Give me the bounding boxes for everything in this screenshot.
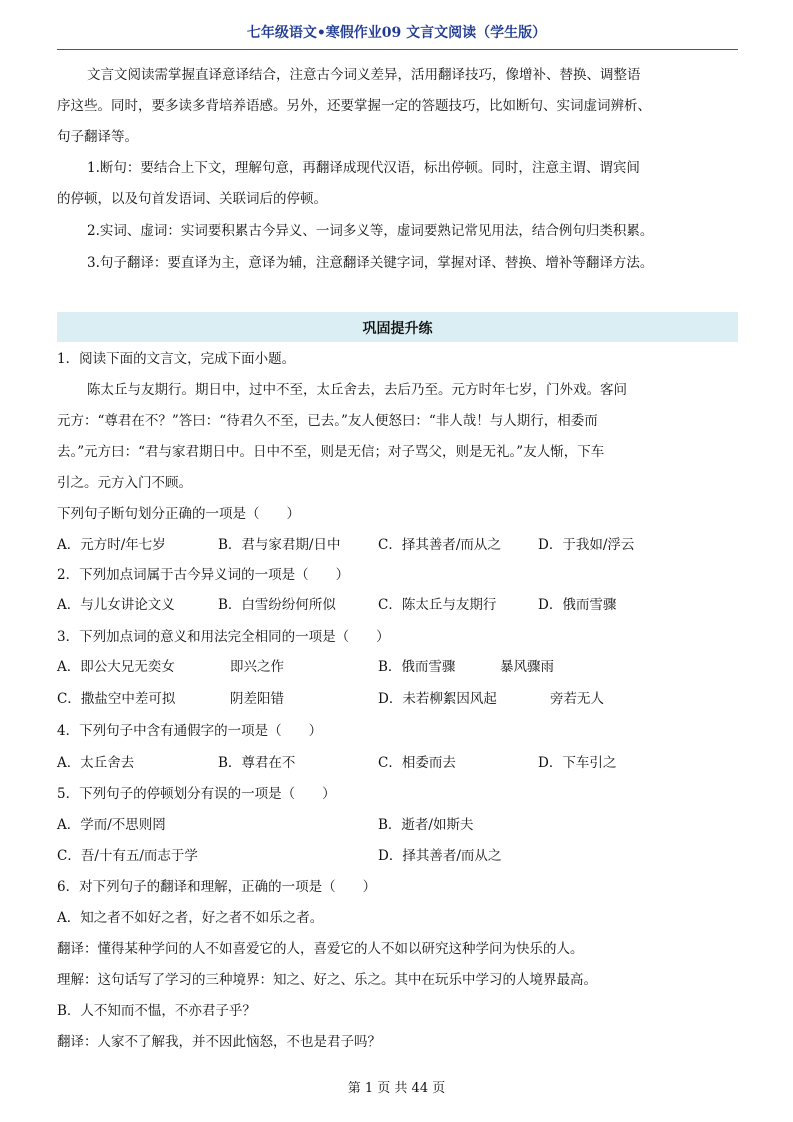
option-c: C．撒盐空中差可拟 — [57, 691, 176, 707]
option-b: B．尊君在不 — [218, 755, 296, 771]
header-divider — [57, 49, 738, 50]
intro-line: 的停顿，以及句首发语词、关联词后的停顿。 — [57, 191, 327, 207]
passage-line: 去。”元方曰：“君与家君期日中。日中不至，则是无信；对子骂父，则是无礼。”友人惭，下车 — [57, 444, 605, 460]
option-a: A．元方时/年七岁 — [57, 537, 166, 553]
translation-text: 翻译：人家不了解我，并不因此恼怒，不也是君子吗？ — [57, 1034, 381, 1050]
passage-line: 陈太丘与友期行。期日中，过中不至，太丘舍去，去后乃至。元方时年七岁，门外戏。客问 — [87, 382, 627, 398]
passage-line: 引之。元方入门不顾。 — [57, 475, 192, 491]
question-stem: 1．阅读下面的文言文，完成下面小题。 — [57, 351, 296, 367]
intro-line: 句子翻译等。 — [57, 129, 138, 145]
intro-line: 1.断句：要结合上下文，理解句意，再翻译成现代汉语，标出停顿。同时，注意主谓、谓宾间 — [87, 160, 640, 176]
option-b: B．俄而雪骤 — [378, 659, 456, 675]
question-stem: 3．下列加点词的意义和用法完全相同的一项是（ ） — [57, 629, 390, 645]
option-d: D．俄而雪骤 — [538, 597, 617, 613]
question-stem: 4．下列句子中含有通假字的一项是（ ） — [57, 723, 323, 739]
understanding-text: 理解：这句话写了学习的三种境界：知之、好之、乐之。其中在玩乐中学习的人境界最高。 — [57, 972, 597, 988]
option-a-pair: 即兴之作 — [230, 659, 284, 675]
section-title: 巩固提升练 — [362, 321, 433, 337]
intro-line: 2.实词、虚词：实词要积累古今异义、一词多义等，虚词要熟记常见用法，结合例句归类积累。 — [87, 223, 654, 239]
option-b-pair: 暴风骤雨 — [500, 659, 554, 675]
option-b: B．逝者/如斯夫 — [378, 817, 474, 833]
option-d: D．于我如/浮云 — [538, 537, 635, 553]
translation-text: 翻译：懂得某种学问的人不如喜爱它的人，喜爱它的人不如以研究这种学问为快乐的人。 — [57, 941, 584, 957]
option-a: A．与儿女讲论文义 — [57, 597, 175, 613]
intro-line: 3.句子翻译：要直译为主，意译为辅，注意翻译关键字词，掌握对译、替换、增补等翻译方法。 — [87, 255, 654, 271]
option-a: A．知之者不如好之者，好之者不如乐之者。 — [57, 910, 324, 926]
option-b: B．君与家君期/日中 — [218, 537, 341, 553]
option-d: D．下车引之 — [538, 755, 617, 771]
option-c: C．陈太丘与友期行 — [378, 597, 497, 613]
intro-line: 序这些。同时，要多读多背培养语感。另外，还要掌握一定的答题技巧，比如断句、实词虚词辨析、 — [57, 98, 651, 114]
question-stem: 下列句子断句划分正确的一项是（ ） — [57, 506, 300, 522]
option-b: B．人不知而不愠，不亦君子乎？ — [57, 1003, 256, 1019]
header-title: 七年级语文•寒假作业09 文言文阅读（学生版） — [246, 25, 547, 41]
question-stem: 5．下列句子的停顿划分有误的一项是（ ） — [57, 786, 336, 802]
option-a: A．即公大兄无奕女 — [57, 659, 175, 675]
section-band — [57, 312, 738, 342]
option-d: D．未若柳絮因风起 — [378, 691, 497, 707]
option-c-pair: 阴差阳错 — [230, 691, 284, 707]
option-c: C．相委而去 — [378, 755, 456, 771]
option-d: D．择其善者/而从之 — [378, 848, 502, 864]
intro-line: 文言文阅读需掌握直译意译结合，注意古今词义差异，活用翻译技巧，像增补、替换、调整语 — [87, 67, 641, 83]
option-a: A．太丘舍去 — [57, 755, 135, 771]
option-b: B．白雪纷纷何所似 — [218, 597, 336, 613]
passage-line: 元方：“尊君在不？”答曰：“待君久不至，已去。”友人便怒曰：“非人哉！与人期行，相委而 — [57, 413, 598, 429]
option-d-pair: 旁若无人 — [550, 691, 604, 707]
option-a: A．学而/不思则罔 — [57, 817, 166, 833]
page-footer: 第 1 页 共 44 页 — [347, 1081, 446, 1096]
option-c: C．吾/十有五/而志于学 — [57, 848, 198, 864]
question-stem: 2．下列加点词属于古今异义词的一项是（ ） — [57, 567, 350, 583]
option-c: C．择其善者/而从之 — [378, 537, 501, 553]
question-stem: 6．对下列句子的翻译和理解，正确的一项是（ ） — [57, 879, 377, 895]
